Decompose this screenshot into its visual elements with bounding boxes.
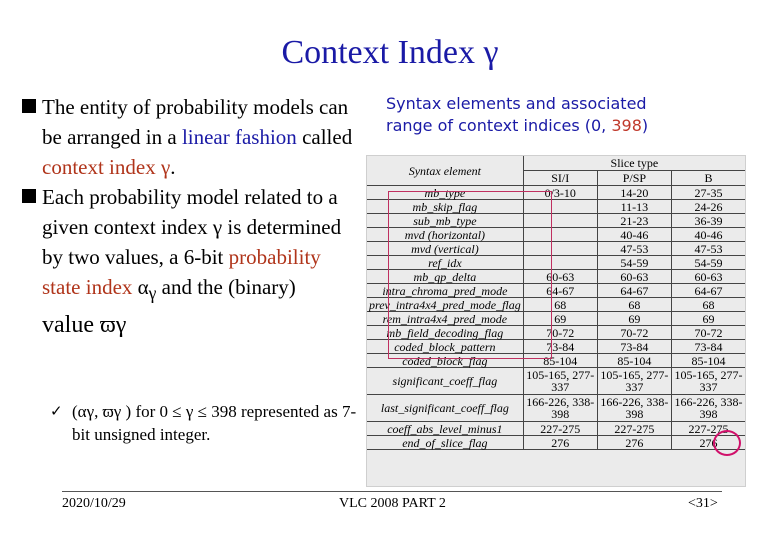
syntax-element-cell: coded_block_pattern <box>367 340 523 354</box>
syntax-element-cell: coeff_abs_level_minus1 <box>367 422 523 436</box>
header-syntax-element: Syntax element <box>367 156 523 186</box>
si-i-cell: 85-104 <box>523 354 597 368</box>
header-slice-type: Slice type <box>523 156 745 171</box>
b-cell: 70-72 <box>672 326 745 340</box>
p-sp-cell: 60-63 <box>597 270 671 284</box>
bullet-2-alpha-subscript: γ <box>148 283 157 304</box>
syntax-element-cell: intra_chroma_pred_mode <box>367 284 523 298</box>
b-cell: 85-104 <box>672 354 745 368</box>
p-sp-cell: 64-67 <box>597 284 671 298</box>
syntax-element-cell: mb_qp_delta <box>367 270 523 284</box>
syntax-element-cell: ref_idx <box>367 256 523 270</box>
b-cell: 27-35 <box>672 186 745 200</box>
highlight-box <box>388 191 552 359</box>
b-cell: 69 <box>672 312 745 326</box>
highlight-circle <box>713 430 741 456</box>
syntax-element-cell: rem_intra4x4_pred_mode <box>367 312 523 326</box>
syntax-element-cell: mvd (vertical) <box>367 242 523 256</box>
si-i-cell: 60-63 <box>523 270 597 284</box>
b-cell: 276 <box>672 436 745 450</box>
p-sp-cell: 69 <box>597 312 671 326</box>
b-cell: 54-59 <box>672 256 745 270</box>
caption-line-2 <box>386 115 648 137</box>
footer-divider <box>62 491 722 492</box>
footer-page-number: <31> <box>688 496 718 511</box>
b-cell: 64-67 <box>672 284 745 298</box>
p-sp-cell: 70-72 <box>597 326 671 340</box>
syntax-element-cell: significant_coeff_flag <box>367 368 523 395</box>
table-caption <box>386 93 648 137</box>
bullet-2-text-b: and the (binary) <box>156 275 296 299</box>
b-cell: 105-165, 277-337 <box>672 368 745 395</box>
bullet-1-period: . <box>170 155 176 179</box>
b-cell: 68 <box>672 298 745 312</box>
value-line: value ϖγ <box>42 312 127 339</box>
b-cell: 24-26 <box>672 200 745 214</box>
syntax-element-cell: coded_block_flag <box>367 354 523 368</box>
sub-bullet <box>50 400 372 446</box>
syntax-element-cell: mb_type <box>367 186 523 200</box>
syntax-element-cell: last_significant_coeff_flag <box>367 395 523 422</box>
p-sp-cell: 21-23 <box>597 214 671 228</box>
b-cell: 36-39 <box>672 214 745 228</box>
slide-title: Context Index γ <box>281 34 499 71</box>
sub-bullet-text: (αγ, ϖγ ) for 0 ≤ γ ≤ 398 represented as 7-bit unsigned integer. <box>72 402 357 444</box>
table-row <box>367 422 745 436</box>
si-i-cell: 64-67 <box>523 284 597 298</box>
syntax-element-cell: sub_mb_type <box>367 214 523 228</box>
bullet-1-text-a: The entity of probability models can be arranged in a <box>42 95 349 149</box>
footer-date: 2020/10/29 <box>62 496 126 511</box>
checkmark-icon: ✓ <box>50 402 63 420</box>
syntax-element-cell: prev_intra4x4_pred_mode_flag <box>367 298 523 312</box>
b-cell: 73-84 <box>672 340 745 354</box>
si-i-cell: 69 <box>523 312 597 326</box>
b-cell: 60-63 <box>672 270 745 284</box>
p-sp-cell: 85-104 <box>597 354 671 368</box>
bullet-1-linear-fashion: linear fashion <box>181 125 297 149</box>
syntax-element-cell: mvd (horizontal) <box>367 228 523 242</box>
bullet-2-alpha: α <box>132 275 149 299</box>
syntax-element-cell: end_of_slice_flag <box>367 436 523 450</box>
si-i-cell: 276 <box>523 436 597 450</box>
header-si-i: SI/I <box>523 171 597 186</box>
p-sp-cell: 105-165, 277-337 <box>597 368 671 395</box>
si-i-cell: 105-165, 277-337 <box>523 368 597 395</box>
si-i-cell: 68 <box>523 298 597 312</box>
bullet-1-text-b: called <box>296 125 353 149</box>
si-i-cell: 227-275 <box>523 422 597 436</box>
caption-suffix: ) <box>641 116 649 135</box>
p-sp-cell: 11-13 <box>597 200 671 214</box>
footer-center: VLC 2008 PART 2 <box>339 496 446 511</box>
p-sp-cell: 40-46 <box>597 228 671 242</box>
p-sp-cell: 14-20 <box>597 186 671 200</box>
si-i-cell: 0/3-10 <box>523 186 597 200</box>
p-sp-cell: 73-84 <box>597 340 671 354</box>
bullet-2-state-index: probability state index <box>42 245 321 299</box>
bullet-1 <box>22 92 362 182</box>
header-b: B <box>672 171 745 186</box>
table-row <box>367 368 745 395</box>
si-i-cell: 70-72 <box>523 326 597 340</box>
b-cell: 47-53 <box>672 242 745 256</box>
header-p-sp: P/SP <box>597 171 671 186</box>
si-i-cell: 166-226, 338-398 <box>523 395 597 422</box>
bullet-2-text-a: Each probability model related to a given context index γ is determined by two values, a 6-bit <box>42 185 342 269</box>
caption-max-index: 398 <box>611 116 642 135</box>
b-cell: 227-275 <box>672 422 745 436</box>
si-i-cell: 73-84 <box>523 340 597 354</box>
p-sp-cell: 227-275 <box>597 422 671 436</box>
caption-line-1: Syntax elements and associated <box>386 94 647 113</box>
table-row <box>367 436 745 450</box>
p-sp-cell: 54-59 <box>597 256 671 270</box>
square-bullet-icon <box>22 99 36 113</box>
bullet-1-context-index: context index γ <box>42 155 171 179</box>
p-sp-cell: 166-226, 338-398 <box>597 395 671 422</box>
syntax-element-cell: mb_skip_flag <box>367 200 523 214</box>
p-sp-cell: 276 <box>597 436 671 450</box>
syntax-element-cell: mb_field_decoding_flag <box>367 326 523 340</box>
p-sp-cell: 68 <box>597 298 671 312</box>
b-cell: 40-46 <box>672 228 745 242</box>
square-bullet-icon <box>22 189 36 203</box>
bullet-2 <box>22 182 362 308</box>
bullet-list <box>22 92 362 340</box>
p-sp-cell: 47-53 <box>597 242 671 256</box>
b-cell: 166-226, 338-398 <box>672 395 745 422</box>
table-row <box>367 395 745 422</box>
caption-prefix: range of context indices (0, <box>386 116 612 135</box>
